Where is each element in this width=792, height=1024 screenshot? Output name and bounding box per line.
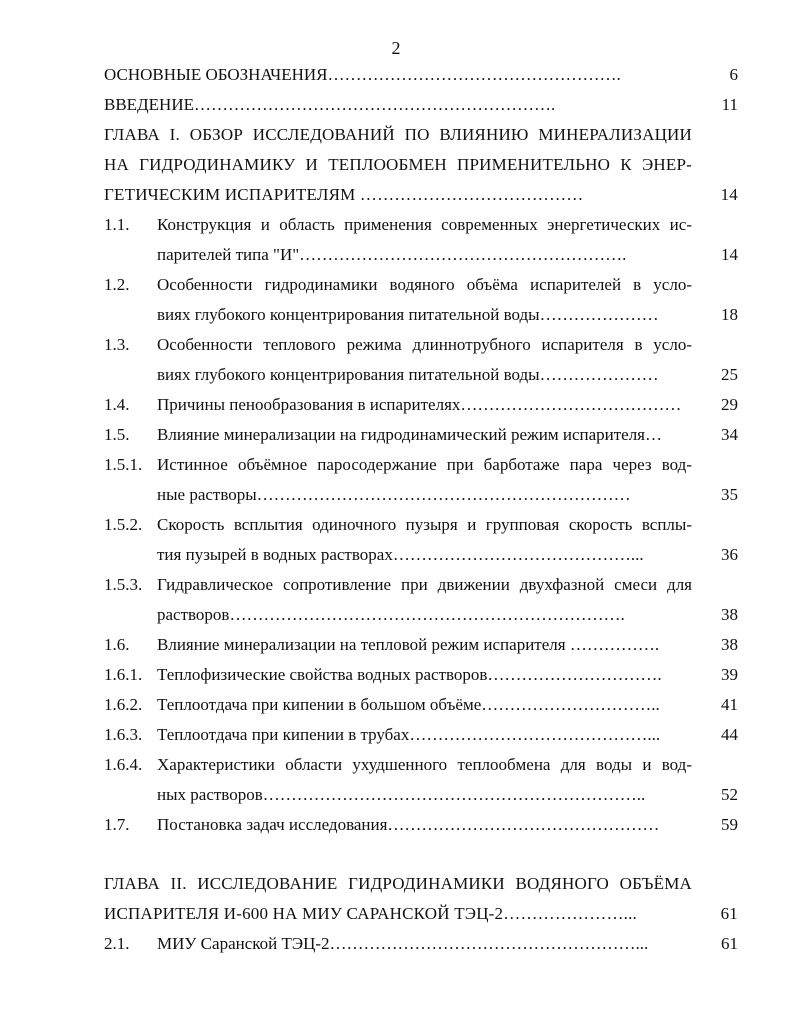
chapter-2-title-line-2: ИСПАРИТЕЛЯ И-600 НА МИУ САРАНСКОЙ ТЭЦ-2…………………...	[104, 904, 637, 923]
toc-entry-intro[interactable]	[0, 93, 792, 117]
section-title: Теплоотдача при кипении в большом объёме…………………………..	[157, 695, 660, 714]
section-number: 1.6.3.	[104, 725, 143, 744]
toc-entry-title: ОСНОВНЫЕ ОБОЗНАЧЕНИЯ…………………………………………….	[104, 65, 621, 84]
section-title: Теплоотдача при кипении в трубах……………………………………...	[157, 725, 661, 744]
toc-page-number: 52	[721, 785, 738, 804]
toc-page-number: 59	[721, 815, 738, 834]
section-title-line-2: ные растворы…………………………………………………………	[157, 485, 631, 504]
chapter-2-title-line-1: ГЛАВА II. ИССЛЕДОВАНИЕ ГИДРОДИНАМИКИ ВОДЯНОГО ОБЪЁМА	[104, 874, 692, 893]
section-title-line-2: виях глубокого концентрирования питательной воды…………………	[157, 365, 659, 384]
toc-page-number: 35	[721, 485, 738, 504]
section-title: Влияние минерализации на тепловой режим испарителя …………….	[157, 635, 660, 654]
section-title-line-1: Особенности теплового режима длиннотрубного испарителя в усло-	[157, 335, 692, 354]
section-title: Влияние минерализации на гидродинамический режим испарителя…	[157, 425, 663, 444]
toc-page-number: 61	[720, 904, 738, 923]
toc-page-number: 39	[721, 665, 738, 684]
toc-entry-title: ВВЕДЕНИЕ……………………………………………………….	[104, 95, 556, 114]
section-title-line-2: ных растворов…………………………………………………………..	[157, 785, 646, 804]
section-title: Теплофизические свойства водных растворов………………………….	[157, 665, 662, 684]
toc-page-number: 11	[721, 95, 738, 114]
section-title-line-1: Конструкция и область применения современных энергетических ис-	[157, 215, 692, 234]
chapter-1-title-line-3: ГЕТИЧЕСКИМ ИСПАРИТЕЛЯМ …………………………………	[104, 185, 584, 204]
chapter-1-title-line-2: НА ГИДРОДИНАМИКУ И ТЕПЛООБМЕН ПРИМЕНИТЕЛЬНО К ЭНЕР-	[104, 155, 692, 174]
toc-page-number: 38	[721, 605, 738, 624]
toc-page-number: 25	[721, 365, 738, 384]
toc-entry-1-6-3[interactable]	[0, 723, 792, 747]
section-title: МИУ Саранской ТЭЦ-2………………………………………………...	[157, 934, 649, 953]
toc-page-number: 41	[721, 695, 738, 714]
section-title-line-1: Особенности гидродинамики водяного объёма испарителей в усло-	[157, 275, 692, 294]
toc-page-number: 14	[721, 245, 738, 264]
section-number: 1.6.1.	[104, 665, 143, 684]
toc-page-number: 14	[720, 185, 738, 204]
section-number: 1.4.	[104, 395, 130, 414]
toc-page-number: 18	[721, 305, 738, 324]
section-title-line-2: виях глубокого концентрирования питательной воды…………………	[157, 305, 659, 324]
section-number: 1.6.	[104, 635, 130, 654]
toc-page-number: 36	[721, 545, 738, 564]
section-title-line-2: растворов…………………………………………………………….	[157, 605, 625, 624]
section-number: 1.7.	[104, 815, 130, 834]
toc-entry-1-6[interactable]	[0, 633, 792, 657]
toc-page-number: 6	[729, 65, 738, 84]
section-title-line-1: Гидравлическое сопротивление при движении двухфазной смеси для	[157, 575, 692, 594]
toc-entry-basic[interactable]	[0, 63, 792, 87]
toc-page-number: 34	[721, 425, 738, 444]
section-number: 1.5.3.	[104, 575, 143, 594]
section-number: 2.1.	[104, 934, 130, 953]
section-title-line-1: Истинное объёмное паросодержание при барботаже пара через вод-	[157, 455, 692, 474]
section-title-line-2: тия пузырей в водных растворах……………………………………...	[157, 545, 644, 564]
chapter-1-title-line-1: ГЛАВА I. ОБЗОР ИССЛЕДОВАНИЙ ПО ВЛИЯНИЮ МИНЕРАЛИЗАЦИИ	[104, 125, 692, 144]
section-number: 1.6.4.	[104, 755, 143, 774]
section-title: Постановка задач исследования…………………………………………	[157, 815, 660, 834]
toc-entry-1-6-2[interactable]	[0, 693, 792, 717]
toc-page-number: 44	[721, 725, 738, 744]
toc-entry-1-6-1[interactable]	[0, 663, 792, 687]
toc-page-number: 38	[721, 635, 738, 654]
section-number: 1.5.1.	[104, 455, 143, 474]
section-number: 1.5.2.	[104, 515, 143, 534]
section-number: 1.3.	[104, 335, 130, 354]
section-title: Причины пенообразования в испарителях…………………………………	[157, 395, 682, 414]
section-number: 1.2.	[104, 275, 130, 294]
section-number: 1.5.	[104, 425, 130, 444]
section-number: 1.1.	[104, 215, 130, 234]
section-title-line-1: Скорость всплытия одиночного пузыря и групповая скорость всплы-	[157, 515, 692, 534]
toc-entry-1-7[interactable]	[0, 813, 792, 837]
toc-entry-1-5[interactable]	[0, 423, 792, 447]
toc-page-number: 61	[721, 934, 738, 953]
page-number: 2	[391, 38, 401, 58]
section-number: 1.6.2.	[104, 695, 143, 714]
toc-entry-1-4[interactable]	[0, 393, 792, 417]
toc-entry-2-1[interactable]	[0, 932, 792, 956]
toc-page-number: 29	[721, 395, 738, 414]
section-title-line-2: парителей типа "И"………………………………………………….	[157, 245, 627, 264]
section-title-line-1: Характеристики области ухудшенного теплообмена для воды и вод-	[157, 755, 692, 774]
